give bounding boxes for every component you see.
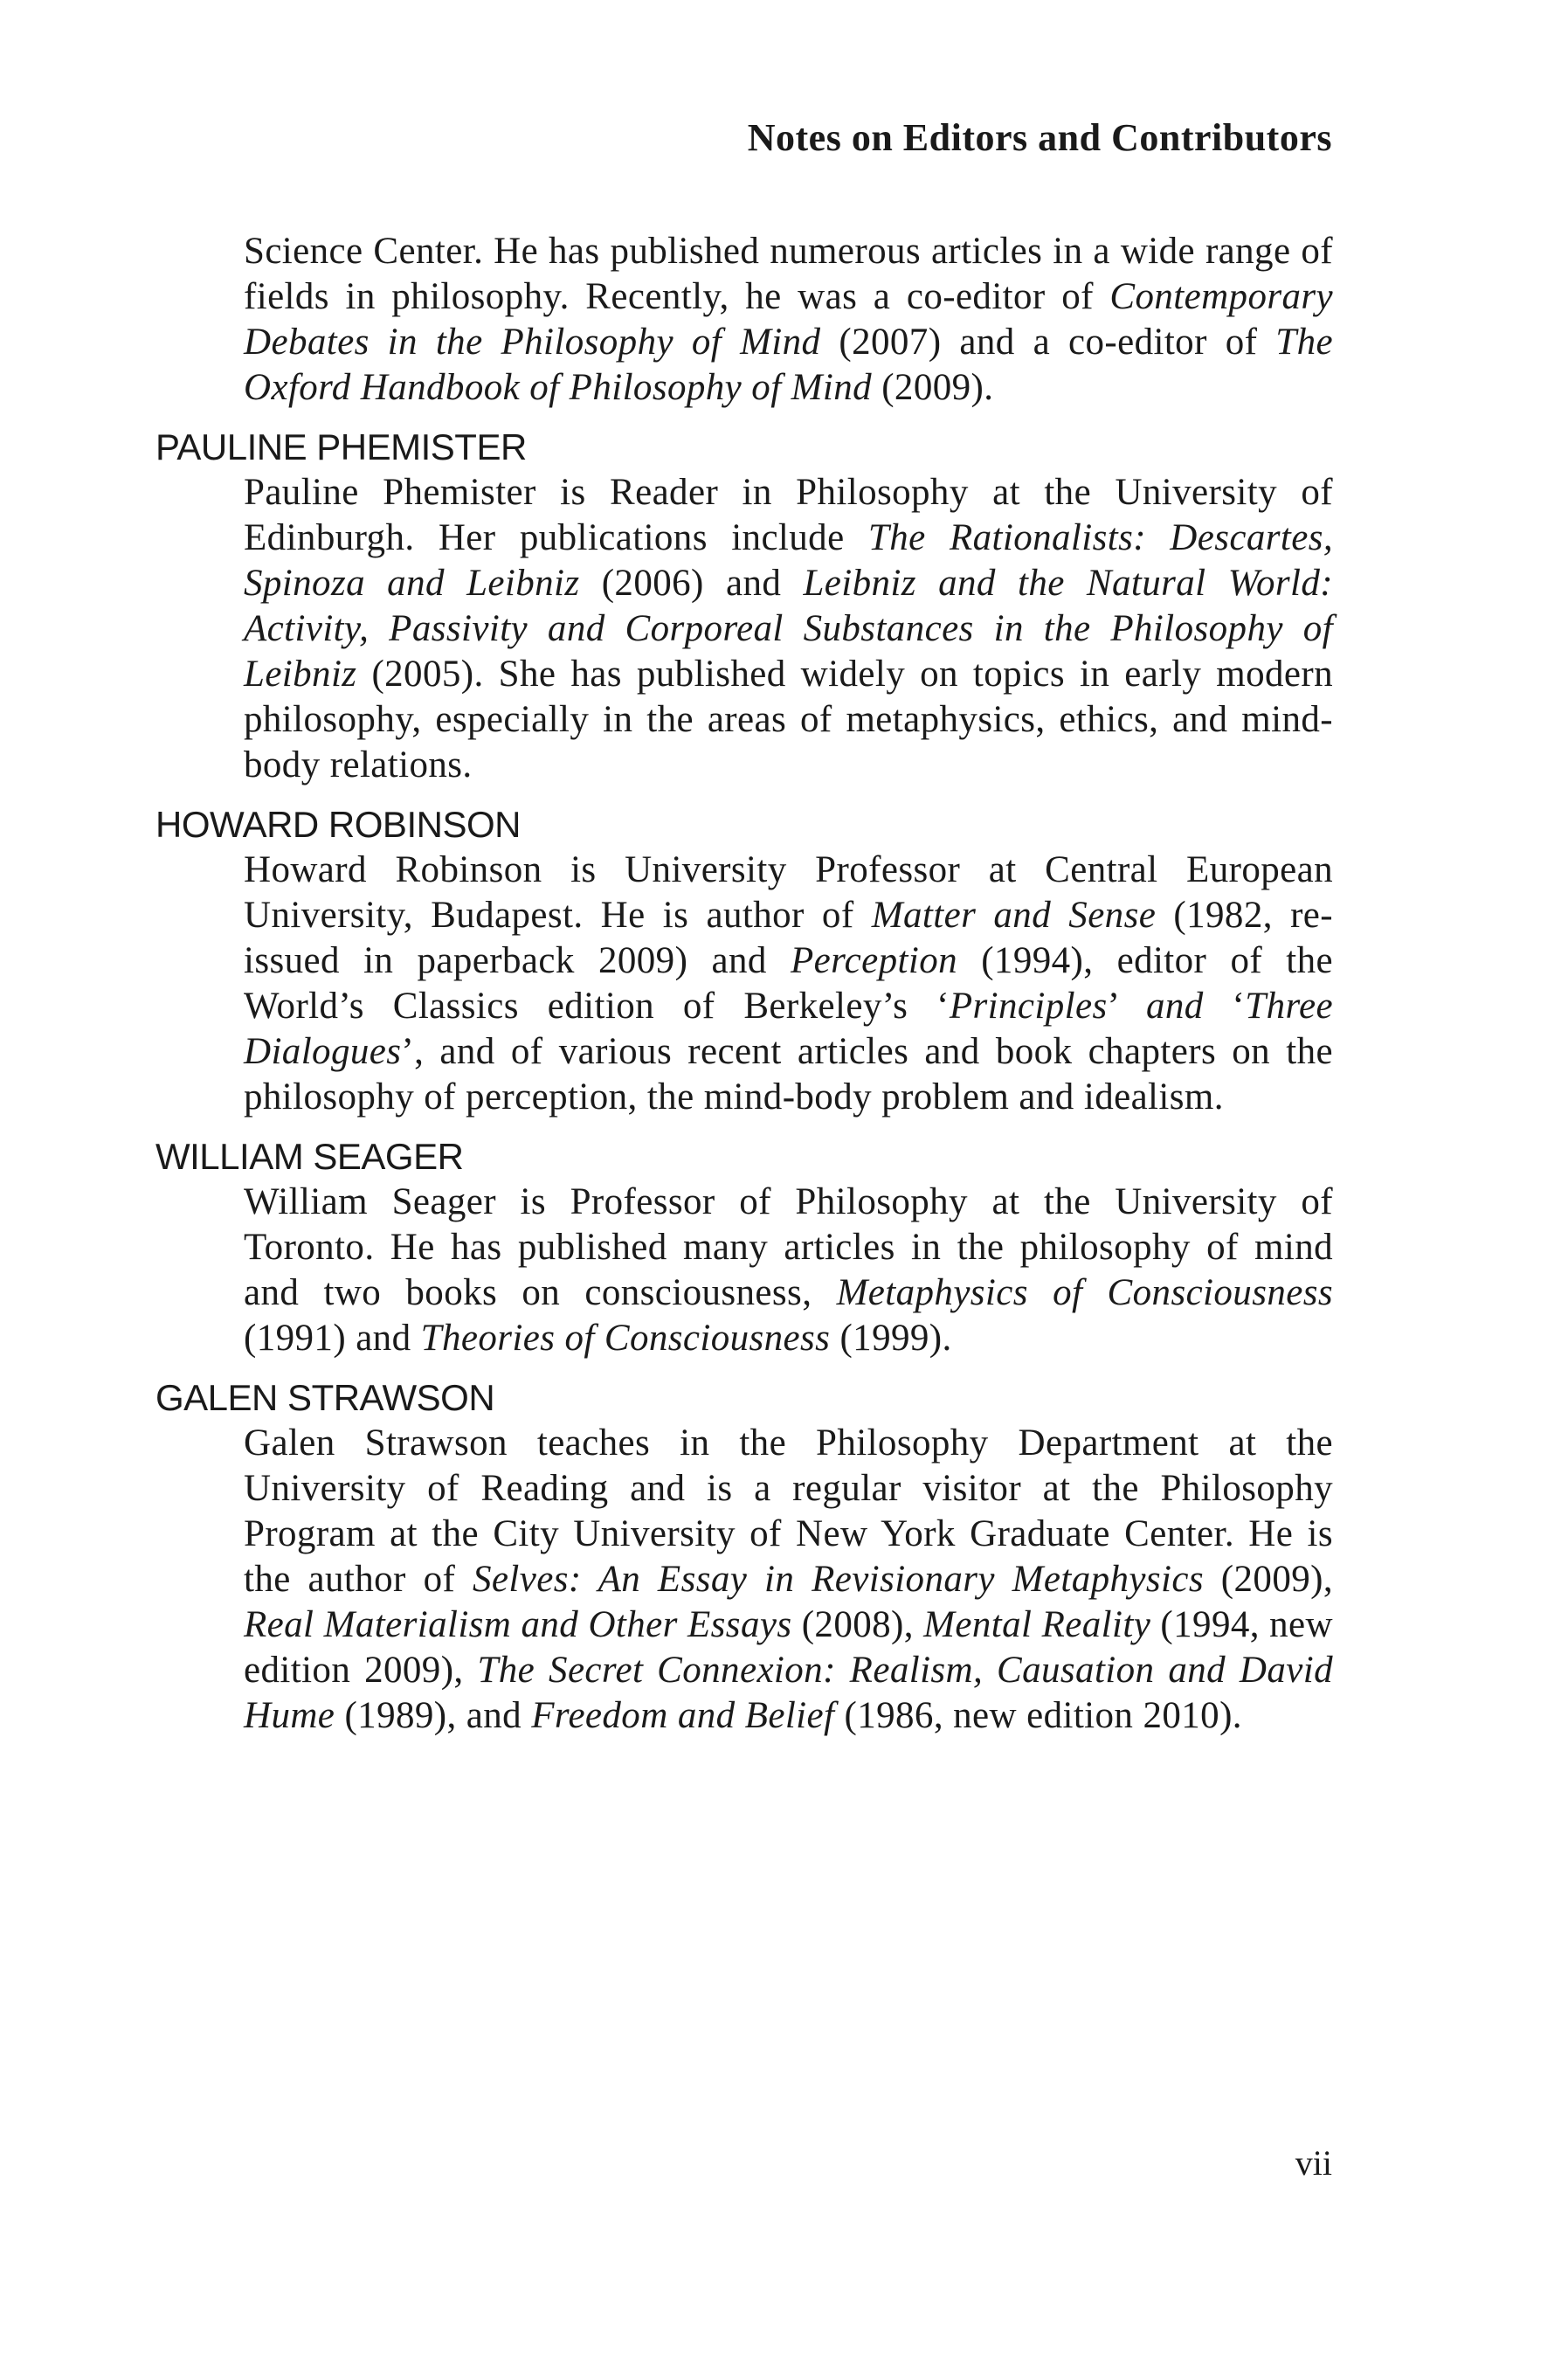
- text-run: (1994, new edition 2009),: [244, 1604, 1333, 1691]
- text-run: (1999).: [830, 1318, 952, 1359]
- text-run: (2006) and: [579, 563, 804, 604]
- text-run: (2008),: [791, 1604, 924, 1645]
- italic-title: Theories of Consciousness: [420, 1318, 831, 1359]
- entry-seager: [155, 1134, 1333, 1361]
- text-run: ’, and of various recent articles and book chapters on the philosophy of perception, the mind-body problem and idealism.: [244, 1031, 1333, 1118]
- page-number: vii: [1295, 2143, 1332, 2183]
- text-run: Galen Strawson teaches in the Philosophy Department at the University of Reading and is a regular visitor at the Philosophy Program at the City University of New York Graduate Center. He is the author of: [244, 1422, 1333, 1600]
- text-run: (1994), editor of the World’s Classics edition of Berkeley’s ‘: [244, 940, 1333, 1027]
- text-run: (2009),: [1204, 1559, 1333, 1600]
- text-run: Pauline Phemister is Reader in Philosophy at the University of Edinburgh. Her publications include: [244, 472, 1333, 558]
- italic-title: Leibniz and the Natural World: Activity, Passivity and Corporeal Substances in the Philosophy of Leibniz: [244, 563, 1333, 695]
- entry-body: [244, 1421, 1333, 1739]
- text-run: (2005). She has published widely on topics in early modern philosophy, especially in the areas of metaphysics, ethics, and mind-body relations.: [244, 654, 1333, 785]
- italic-title: Perception: [790, 940, 958, 981]
- italic-title: and: [1145, 986, 1204, 1027]
- italic-title: Principles: [949, 986, 1108, 1027]
- italic-title: Metaphysics of Consciousness: [836, 1272, 1333, 1313]
- text-run: ‘: [1203, 986, 1246, 1027]
- text-run: (1982, re-issued in paperback 2009) and: [244, 895, 1333, 981]
- italic-title: Three Dialogues: [244, 986, 1334, 1072]
- entry-body: [244, 1180, 1333, 1361]
- italic-title: The Rationalists: Descartes, Spinoza and Leibniz: [244, 517, 1333, 604]
- entry-strawson: [155, 1375, 1333, 1739]
- italic-title: The Oxford Handbook of Philosophy of Mind: [244, 322, 1333, 408]
- italic-title: Matter and Sense: [871, 895, 1157, 936]
- text-run: Howard Robinson is University Professor at Central European University, Budapest. He is author of: [244, 849, 1333, 936]
- entry-name: GALEN STRAWSON: [155, 1377, 495, 1418]
- text-run: (1989), and: [335, 1695, 532, 1736]
- italic-title: Selves: An Essay in Revisionary Metaphysics: [473, 1559, 1205, 1600]
- text-run: Science Center. He has published numerous articles in a wide range of fields in philosophy. Recently, he was a co-editor of: [244, 231, 1333, 317]
- entry-body: [244, 470, 1333, 788]
- entry-body: [244, 848, 1333, 1120]
- entry-name: PAULINE PHEMISTER: [155, 426, 527, 467]
- text-run: (2009).: [872, 367, 994, 408]
- running-header: Notes on Editors and Contributors: [747, 116, 1332, 159]
- italic-title: Mental Reality: [923, 1604, 1151, 1645]
- italic-title: Freedom and Belief: [531, 1695, 835, 1736]
- continuation-text: [244, 229, 1333, 411]
- text-run: (2007) and a co-editor of: [820, 322, 1276, 363]
- text-run: ’: [1107, 986, 1146, 1027]
- entry-phemister: [155, 425, 1333, 788]
- content: [155, 229, 1333, 1739]
- entry-name: WILLIAM SEAGER: [155, 1136, 464, 1177]
- italic-title: Real Materialism and Other Essays: [244, 1604, 792, 1645]
- italic-title: Contemporary Debates in the Philosophy of Mind: [244, 276, 1333, 363]
- text-run: (1986, new edition 2010).: [834, 1695, 1242, 1736]
- entry-name: HOWARD ROBINSON: [155, 804, 521, 845]
- text-run: (1991) and: [244, 1318, 421, 1359]
- entry-robinson: [155, 802, 1333, 1120]
- text-run: William Seager is Professor of Philosophy at the University of Toronto. He has published many articles in the philosophy of mind and two books on consciousness,: [244, 1181, 1333, 1313]
- italic-title: The Secret Connexion: Realism, Causation and David Hume: [244, 1650, 1333, 1736]
